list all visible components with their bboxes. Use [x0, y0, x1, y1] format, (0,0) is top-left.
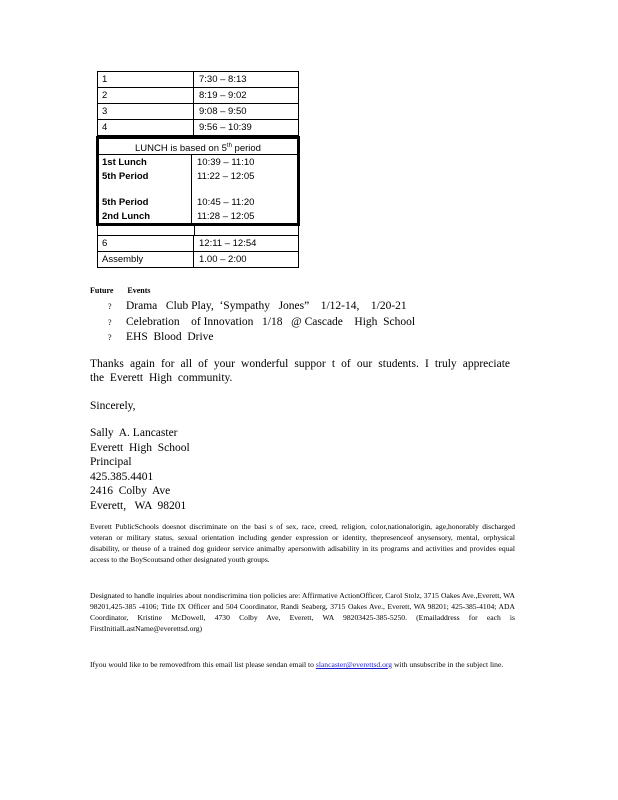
bullet-icon: ?: [108, 317, 112, 327]
time-cell: 9:56 – 10:39: [199, 122, 252, 133]
signature-block: [90, 426, 190, 513]
time-cell: 1.00 – 2:00: [199, 254, 247, 265]
time-cell: 12:11 – 12:54: [199, 238, 257, 249]
signature-line: Sally A. Lancaster: [90, 427, 178, 439]
time-cell: 7:30 – 8:13: [199, 74, 247, 85]
bell-schedule-table: [97, 71, 299, 268]
list-item: ? Drama Club Play, ‘Sympathy Jones” 1/12-14, 1/20-21: [108, 299, 415, 315]
lunch-label: 2nd Lunch: [99, 209, 192, 223]
time-cell: 9:08 – 9:50: [199, 106, 247, 117]
time-cell: 8:19 – 9:02: [199, 90, 247, 101]
lunch-time: 11:28 – 12:05: [197, 210, 255, 222]
period-cell: 1: [98, 72, 194, 87]
lunch-row: [99, 195, 297, 209]
lunch-header: LUNCH is based on 5th period: [99, 139, 297, 155]
unsubscribe-notice: Ifyou would like to be removedfrom this email list please sendan email to slancaster@everettsd.org with unsubscribe in the subject line.: [90, 660, 504, 669]
period-cell: 4: [98, 120, 194, 135]
lunch-label: 5th Period: [99, 169, 192, 183]
table-row: [97, 88, 299, 104]
signature-line: 425.385.4401: [90, 470, 154, 483]
period-cell: 2: [98, 88, 194, 103]
lunch-row: [99, 155, 297, 169]
period-cell: 6: [98, 236, 194, 251]
period-cell: 3: [98, 104, 194, 119]
signature-line: Everett High School: [90, 441, 190, 454]
lunch-row: [99, 169, 297, 183]
lunch-row: [99, 209, 297, 223]
inquiries-notice: Designated to handle inquiries about nondiscrimina tion policies are: Affirmative ActionOfficer, Carol Stolz, 3715 Oakes Ave.,Everett, WA 98201,425-385 -4106; Title IX Officer and 504 Coordinator, Randi Seaberg, 3715 Oakes Ave., Everett, WA 98201; 425-385-4104; ADA Coordinator, Kristine McDowell, 4730 Colby Ave, Everett, WA 98203425-385-5250. (Emailaddress for each is FirstInitialLastName@everettsd.org): [90, 591, 515, 633]
lunch-time: 10:39 – 11:10: [197, 156, 255, 168]
lunch-time: 10:45 – 11:20: [197, 196, 255, 208]
period-cell: Assembly: [98, 252, 194, 267]
future-events-list: [108, 299, 415, 346]
lunch-schedule-box: [96, 136, 300, 226]
lunch-gap-row: [99, 183, 297, 195]
list-item: ? Celebration of Innovation 1/18 @ Cascade High School: [108, 315, 415, 331]
table-row: [97, 71, 299, 88]
nondiscrimination-notice: Everett PublicSchools doesnot discriminate on the basi s of sex, race, creed, religion, color,nationalorigin, age,honorably discharged veteran or military status, sexual orientation including gender expression or identity, thepresenceof anysensory, mental, orphysical disability, or theuse of a trained dog guideor service animalby apersonwith adisability in its programs and activities and provides equal access to the BoyScoutsand other designated youth groups.: [90, 522, 515, 564]
lunch-time: 11:22 – 12:05: [197, 170, 255, 182]
thanks-paragraph: Thanks again for all of your wonderful suppor t of our students. I truly appreciate the Everett High community.: [90, 358, 510, 384]
signature-line: Everett, WA 98201: [90, 499, 187, 512]
lunch-label: 5th Period: [99, 195, 192, 209]
signature-line: 2416 Colby Ave: [90, 485, 171, 497]
list-item: ? EHS Blood Drive: [108, 330, 415, 346]
future-events-heading: Future Events: [90, 286, 151, 295]
table-row: [97, 104, 299, 120]
table-row: [97, 235, 299, 252]
table-spacer-row: [97, 226, 299, 235]
email-link[interactable]: slancaster@everettsd.org: [315, 660, 393, 669]
closing: Sincerely,: [90, 400, 136, 412]
signature-line: Principal: [90, 456, 132, 468]
bullet-icon: ?: [108, 302, 112, 311]
lunch-label: 1st Lunch: [99, 155, 192, 169]
table-row: [97, 252, 299, 268]
bullet-icon: ?: [108, 333, 112, 342]
table-row: [97, 120, 299, 136]
